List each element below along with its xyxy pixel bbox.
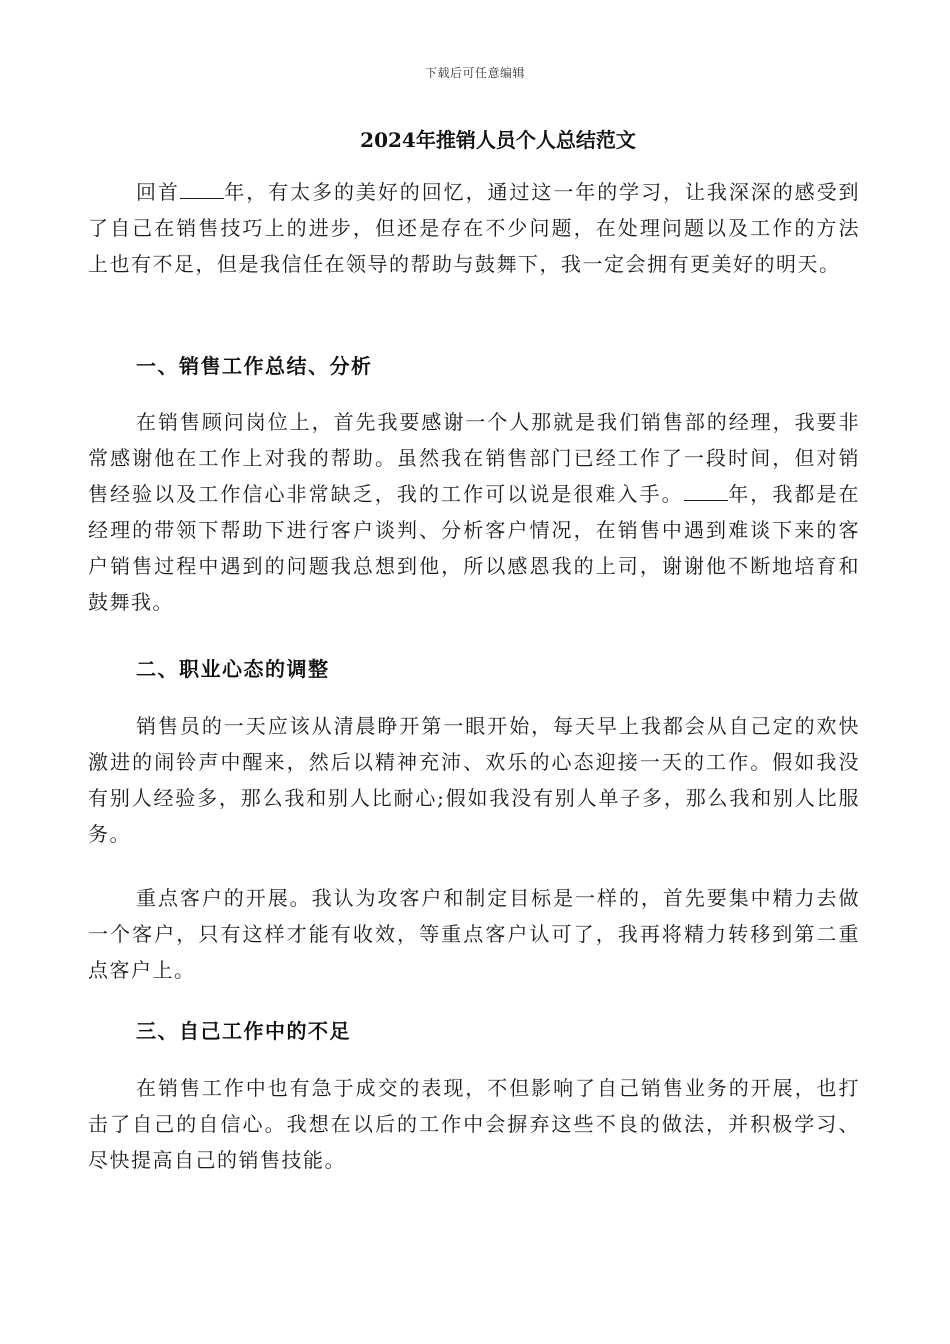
section1-text-start: 在销售顾问岗位上，首先我要感谢一个人那就是我们销售部的经理，我要非常感谢他在工作上对我的帮助。虽然我在销售部门已经工作了一段时间，但对销售经验以及工作信心非常缺乏，我的工作可以说是很难入手。 xyxy=(88,410,860,506)
watermark-text: 下载后可任意编辑 xyxy=(424,66,525,80)
blank-underline xyxy=(180,180,224,199)
section2-heading: 二、职业心态的调整 xyxy=(136,657,330,681)
section1-text-rest: 年，我都是在经理的带领下帮助下进行客户谈判、分析客户情况，在销售中遇到难谈下来的客户销售过程中遇到的问题我总想到他，所以感恩我的上司，谢谢他不断地培育和鼓舞我。 xyxy=(88,482,861,614)
document-title: 2024年推销人员个人总结范文 xyxy=(360,128,636,152)
section1-heading: 一、销售工作总结、分析 xyxy=(136,354,373,378)
section3-heading: 三、自己工作中的不足 xyxy=(136,1019,351,1043)
intro-paragraph xyxy=(88,174,860,282)
intro-text-rest: 年，有太多的美好的回忆，通过这一年的学习，让我深深的感受到了自己在销售技巧上的进步，但还是存在不少问题，在处理问题以及工作的方法上也有不足，但是我信任在领导的帮助与鼓舞下，我一定会拥有更美好的明天。 xyxy=(88,180,861,276)
section1-paragraph xyxy=(88,404,860,620)
section2-paragraph-1: 销售员的一天应该从清晨睁开第一眼开始，每天早上我都会从自己定的欢快激进的闹铃声中醒来，然后以精神充沛、欢乐的心态迎接一天的工作。假如我没有别人经验多，那么我和别人比耐心;假如我没有别人单子多，那么我和别人比服务。 xyxy=(88,714,860,846)
section2-paragraph-2: 重点客户的开展。我认为攻客户和制定目标是一样的，首先要集中精力去做一个客户，只有这样才能有收效，等重点客户认可了，我再将精力转移到第二重点客户上。 xyxy=(88,886,860,982)
section3-paragraph: 在销售工作中也有急于成交的表现，不但影响了自己销售业务的开展，也打击了自己的自信心。我想在以后的工作中会摒弃这些不良的做法，并积极学习、尽快提高自己的销售技能。 xyxy=(88,1076,860,1172)
blank-underline xyxy=(684,482,728,501)
intro-text-start: 回首 xyxy=(136,180,180,204)
